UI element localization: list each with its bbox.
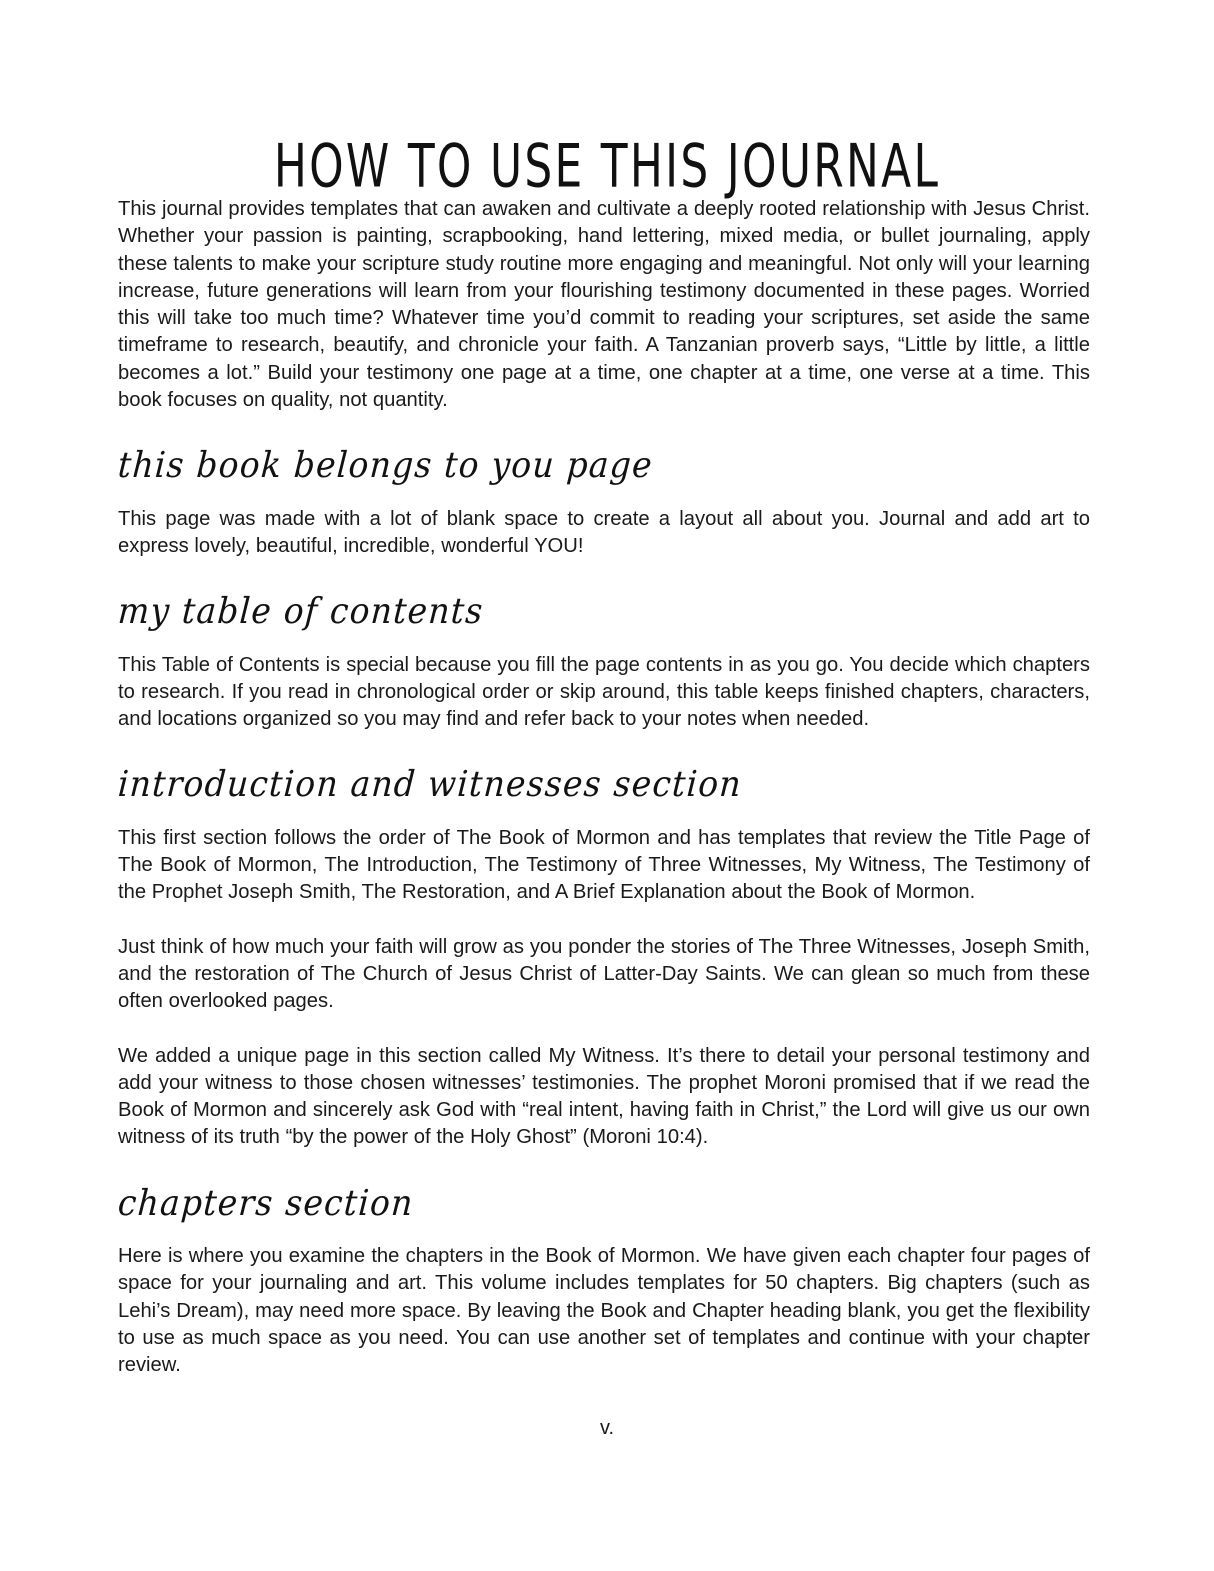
page-number: v. [599,1417,615,1439]
section-paragraph: Just think of how much your faith will grow as you ponder the stories of The Three Witnesses, Joseph Smith, and the restoration of The Church of Jesus Christ of Latter-Day Saints. We can glean so much from these often overlooked pages. [118,935,1090,1013]
section-paragraph: This page was made with a lot of blank space to create a layout all about you. Journal and add art to express lovely, beautiful, incredible, wonderful YOU! [118,507,1090,557]
section-paragraph: We added a unique page in this section called My Witness. It’s there to detail your personal testimony and add your witness to those chosen witnesses’ testimonies. The prophet Moroni promised that if we read the Book of Mormon and sincerely ask God with “real intent, having faith in Christ,” the Lord will give us our own witness of its truth “by the power of the Holy Ghost” (Moroni 10:4). [118,1044,1090,1149]
spacer [118,630,1090,652]
page-title: HOW TO USE THIS JOURNAL [273,132,941,201]
spacer [118,560,1090,593]
spacer [118,803,1090,825]
spacer [118,484,1090,506]
section-paragraph: This Table of Contents is special because you fill the page contents in as you go. You decide which chapters to research. If you read in chronological order or skip around, this table keeps finished chapters, characters, and locations organized so you may find and refer back to your notes when needed. [118,653,1090,731]
intro-paragraph: This journal provides templates that can awaken and cultivate a deeply rooted relationship with Jesus Christ. Whether your passion is painting, scrapbooking, hand lettering, mixed media, or bullet journaling, apply these talents to make your scripture study routine more engaging and meaningful. Not only will your learning increase, future generations will learn from your flourishing testimony documented in these pages. Worried this will take too much time? Whatever time you’d commit to reading your scriptures, set aside the same timeframe to research, beautify, and chronicle your faith. A Tanzanian proverb says, “Little by little, a little becomes a lot.” Build your testimony one page at a time, one chapter at a time, one verse at a time. This book focuses on quality, not quantity. [118,198,1090,412]
section-heading-this-book-belongs-to-you-page: this book belongs to you page [116,443,655,486]
spacer [118,1152,1090,1185]
page-content [118,196,1090,1380]
section-heading-introduction-and-witnesses-section: introduction and witnesses section [116,762,744,805]
spacer [118,1221,1090,1243]
section-heading-my-table-of-contents: my table of contents [116,589,485,632]
section-paragraph: This first section follows the order of The Book of Mormon and has templates that review the Title Page of The Book of Mormon, The Introduction, The Testimony of Three Witnesses, My Witness, The Testimony of the Prophet Joseph Smith, The Restoration, and A Brief Explanation about the Book of Mormon. [118,826,1090,904]
section-paragraph: Here is where you examine the chapters in the Book of Mormon. We have given each chapter four pages of space for your journaling and art. This volume includes templates for 50 chapters. Big chapters (such as Lehi’s Dream), may need more space. By leaving the Book and Chapter heading blank, you get the flexibility to use as much space as you need. You can use another set of templates and continue with your chapter review. [118,1245,1090,1377]
section-heading-chapters-section: chapters section [116,1181,416,1224]
spacer [118,907,1090,934]
spacer [118,1016,1090,1043]
